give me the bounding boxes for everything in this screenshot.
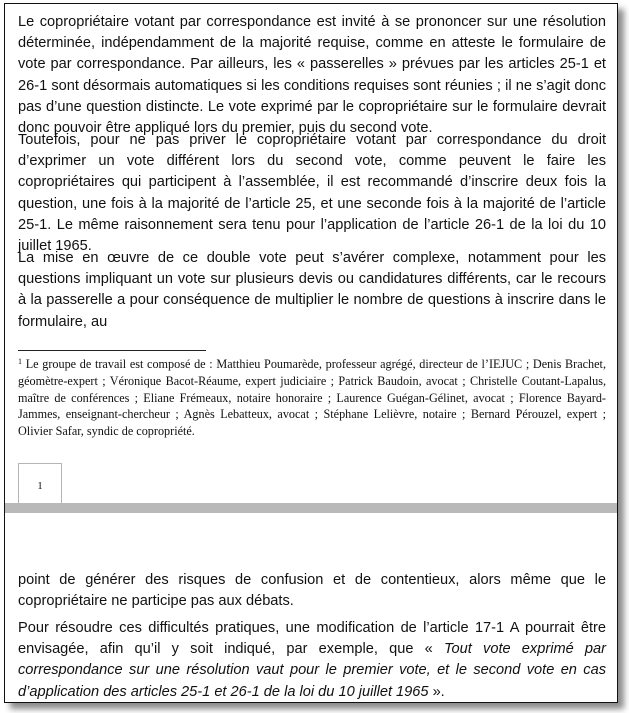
- footnote-separator: [18, 350, 206, 351]
- paragraph-5: [18, 618, 606, 702]
- page-number-tab: [18, 463, 62, 503]
- footnote: [18, 354, 606, 440]
- page-bottom: [5, 513, 617, 702]
- paragraph-5-end: ».: [428, 683, 445, 700]
- paragraph-5-start: Pour résoudre ces difficultés pratiques, une modification de l’article 17-1 A pourrait être envisagée, afin qu’il y soit indiqué, par exemple, que «: [18, 620, 606, 658]
- paragraph-2: Toutefois, pour ne pas priver le copropriétaire votant par correspondance du droit d’exprimer un vote différent lors du second vote, comme peuvent le faire les copropriétaires qui participent à l’assemblée, il est recommandé d’inscrire deux fois la question, une fois à la majorité de l’article 25, et une seconde fois à la majorité de l’article 25-1. Le même raisonnement sera tenu pour l’application de l’article 26-1 de la loi du 10 juillet 1965.: [18, 132, 606, 255]
- paragraph-4: point de générer des risques de confusion et de contentieux, alors même que le copropriétaire ne participe pas aux débats.: [18, 572, 606, 610]
- paragraph-1: Le copropriétaire votant par correspondance est invité à se prononcer sur une résolution déterminée, indépendamment de la majorité requise, comme en atteste le formulaire de vote par correspondance. Par ailleurs, les « passerelles » prévues par les articles 25-1 et 26-1 sont désormais automatiques si les conditions requises sont réunies ; il ne s’agit donc pas d’une question distincte. Le vote exprimé par le copropriétaire sur le formulaire devrait donc pouvoir être appliqué lors du premier, puis du second vote.: [18, 14, 606, 137]
- paragraph-5-quote: Tout vote exprimé par correspondance sur une résolution vaut pour le premier vote, et le second vote en cas d’application des articles 25-1 et 26-1 de la loi du 10 juillet 1965: [18, 641, 607, 700]
- page-top: [5, 4, 617, 503]
- page-number: 1: [37, 480, 43, 492]
- footnote-marker: 1: [18, 357, 22, 366]
- footnote-text: Le groupe de travail est composé de : Matthieu Poumarède, professeur agrégé, directeur de l’IEJUC ; Denis Brachet, géomètre-expert ; Véronique Bacot-Réaume, expert judiciaire ; Patrick Baudoin, avocat ; Christelle Coutant-Lapalus, maître de conférences ; Eliane Frémeaux, notaire honoraire ; Laurence Guégan-Gélinet, avocat ; Florence Bayard-Jammes, enseignant-chercheur ; Agnès Lebatteux, avocat ; Stéphane Lelièvre, notaire ; Bernard Pérouzel, expert ; Olivier Safar, syndic de copropriété.: [18, 357, 606, 439]
- paragraph-3: La mise en œuvre de ce double vote peut s’avérer complexe, notamment pour les questions impliquant un vote sur plusieurs devis ou candidatures différents, car le recours à la passerelle a pour conséquence de multiplier le nombre de questions à inscrire dans le formulaire, au: [18, 250, 606, 330]
- page-separator: [5, 503, 617, 513]
- document-frame: [4, 3, 618, 703]
